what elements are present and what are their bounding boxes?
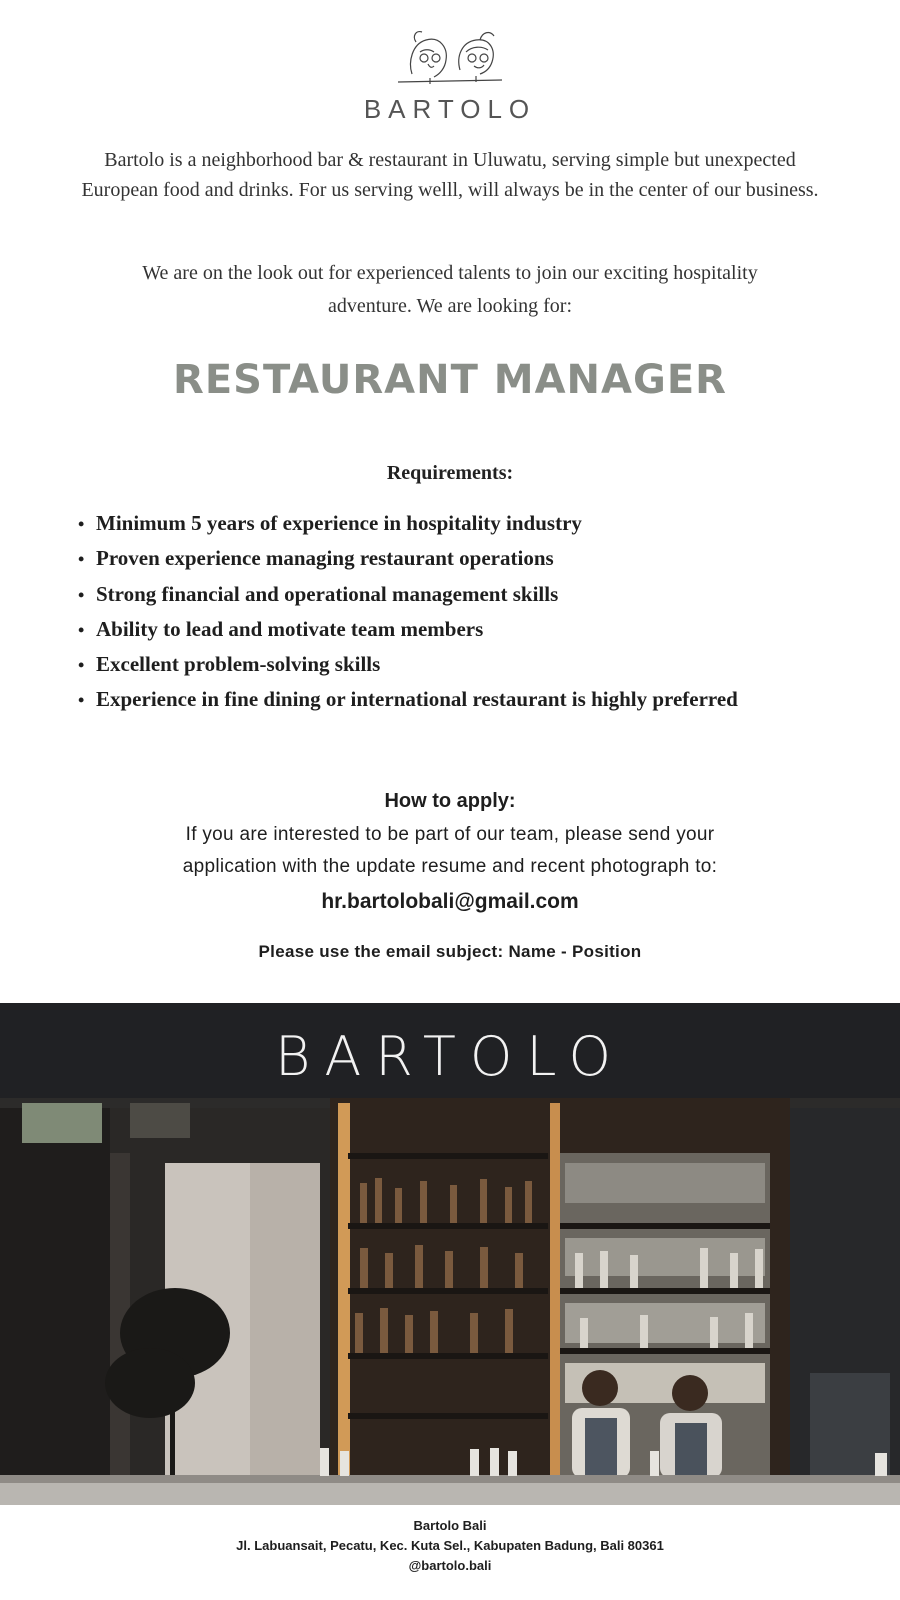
intro-paragraph: Bartolo is a neighborhood bar & restaurant in Uluwatu, serving simple but unexpected European food and drinks. For us serving welll, will always be in the center of our business. xyxy=(81,149,819,201)
bartolo-logo xyxy=(0,22,900,125)
bullet-icon: • xyxy=(78,655,85,676)
apply-email-link[interactable]: hr.bartolobali@gmail.com xyxy=(321,890,579,913)
list-item xyxy=(78,612,868,647)
bullet-icon: • xyxy=(78,619,85,640)
bar-interior-photo xyxy=(0,1003,900,1505)
job-title: RESTAURANT MANAGER xyxy=(173,357,727,403)
bar-sign-text: BARTOLO xyxy=(274,1025,626,1088)
footer xyxy=(0,1516,900,1576)
bullet-icon: • xyxy=(78,514,85,534)
bullet-icon: • xyxy=(78,584,85,605)
footer-name: Bartolo Bali xyxy=(413,1518,487,1533)
list-item xyxy=(78,541,868,576)
requirement-text: Minimum 5 years of experience in hospitality industry xyxy=(96,511,582,535)
apply-heading: How to apply: xyxy=(384,790,516,812)
requirements-list xyxy=(78,506,868,718)
intro-looking-for: We are on the look out for experienced talents to join our exciting hospitality adventure. We are looking for: xyxy=(142,262,758,317)
bullet-icon: • xyxy=(78,690,85,711)
how-to-apply-section xyxy=(0,786,900,962)
email-subject-note: Please use the email subject: Name - Position xyxy=(258,942,642,961)
list-item xyxy=(78,506,868,541)
footer-instagram-handle[interactable]: @bartolo.bali xyxy=(408,1558,492,1573)
requirement-text: Excellent problem-solving skills xyxy=(96,652,381,677)
footer-address: Jl. Labuansait, Pecatu, Kec. Kuta Sel., Kabupaten Badung, Bali 80361 xyxy=(236,1538,664,1553)
requirement-text: Ability to lead and motivate team members xyxy=(96,616,484,641)
list-item xyxy=(78,682,868,717)
apply-instructions xyxy=(0,819,900,883)
apply-line-2: application with the update resume and recent photograph to: xyxy=(182,856,718,877)
list-item xyxy=(78,577,868,612)
two-faces-illustration-icon xyxy=(390,22,510,92)
list-item xyxy=(78,647,868,682)
apply-line-1: If you are interested to be part of our team, please send your xyxy=(185,824,715,845)
logo-wordmark: BARTOLO xyxy=(363,94,537,124)
bullet-icon: • xyxy=(78,549,85,570)
requirement-text: Experience in fine dining or international restaurant is highly preferred xyxy=(96,687,738,712)
requirement-text: Strong financial and operational management skills xyxy=(96,581,559,606)
requirements-heading: Requirements: xyxy=(386,462,514,484)
requirement-text: Proven experience managing restaurant operations xyxy=(96,546,554,571)
